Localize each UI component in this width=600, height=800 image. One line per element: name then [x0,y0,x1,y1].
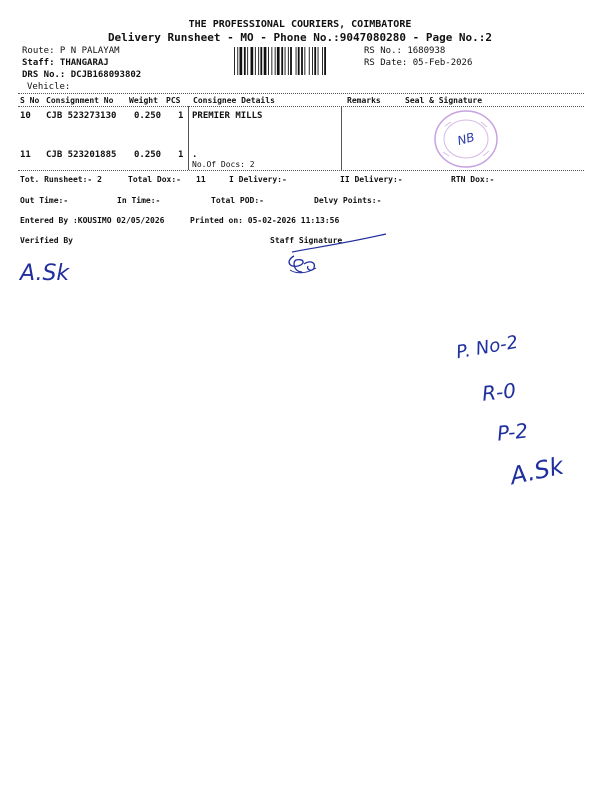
table-top-rule [18,93,584,94]
verified-initials: A.Sk [20,261,70,286]
row-2-sno: 11 [20,150,31,160]
row-2-consignee: . [192,150,198,160]
handwritten-p-note: P-2 [495,418,530,446]
handwritten-page-note: P. No-2 [454,331,520,364]
rtn-dox: RTN Dox:- [451,175,495,184]
route-info: Route: P N PALAYAM [22,46,120,56]
entered-by: Entered By :KOUSIMO 02/05/2026 [20,216,165,225]
verified-by-label: Verified By [20,236,73,245]
vehicle-info: Vehicle: [27,82,71,92]
runsheet-title: Delivery Runsheet - MO - Phone No.:9047080280 - Page No.:2 [107,31,493,44]
total-pod: Total POD:- [211,196,264,205]
i-delivery: I Delivery:- [229,175,287,184]
staff-info: Staff: THANGARAJ [22,58,109,68]
office-seal-stamp [431,108,501,170]
printed-on: Printed on: 05-02-2026 11:13:56 [190,216,340,225]
col-header-weight: Weight [129,96,158,105]
ii-delivery: II Delivery:- [340,175,403,184]
row-1-consignment: CJB 523273130 [46,111,117,121]
row-2-pcs: 1 [178,150,184,160]
stamp-initials: NB [455,130,477,148]
tot-runsheet: Tot. Runsheet:- 2 [20,175,102,184]
barcode [234,47,360,75]
in-time: In Time:- [117,196,161,205]
row-2-consignment: CJB 523201885 [46,150,117,160]
verified-signature [14,248,84,290]
row-2-doc-count: No.Of Docs: 2 [192,160,255,169]
total-dox-value: 11 [196,175,206,184]
total-dox-label: Total Dox:- [128,175,181,184]
row-1-sno: 10 [20,111,31,121]
rs-date: RS Date: 05-Feb-2026 [364,58,473,68]
col-header-consignment: Consignment No [46,96,114,105]
row-2-weight: 0.250 [134,150,162,160]
column-divider [188,106,189,170]
company-name: THE PROFESSIONAL COURIERS, COIMBATORE [188,19,412,30]
staff-signature-label: Staff Signature [270,236,343,245]
col-header-remarks: Remarks [347,96,381,105]
handwritten-r-note: R-0 [480,378,518,406]
row-1-weight: 0.250 [134,111,162,121]
out-time: Out Time:- [20,196,69,205]
row-1-consignee: PREMIER MILLS [192,111,263,121]
col-header-pcs: PCS [166,96,181,105]
staff-signature-scribble [282,230,397,280]
drs-number: DRS No.: DCJB168093802 [22,70,142,80]
col-header-consignee: Consignee Details [193,96,275,105]
row-1-pcs: 1 [178,111,184,121]
handwritten-initials: A.Sk [507,451,566,491]
column-divider [341,106,342,170]
col-header-sno: S No [20,96,40,105]
table-header-rule [18,106,584,107]
rs-number: RS No.: 1680938 [364,46,446,56]
delvy-points: Delvy Points:- [314,196,382,205]
table-bottom-rule [18,170,584,171]
col-header-seal: Seal & Signature [405,96,483,105]
